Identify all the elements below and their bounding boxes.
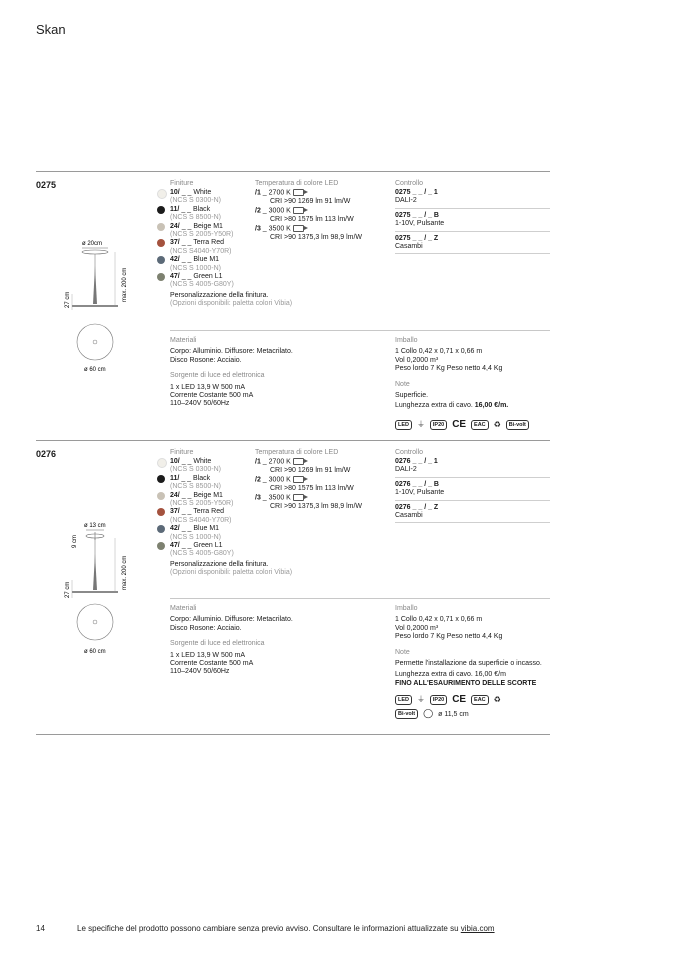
control-desc: DALI-2: [395, 197, 417, 205]
section-divider: [36, 734, 550, 735]
finish-item: [170, 239, 252, 247]
control-desc: 1-10V, Pulsante: [395, 489, 445, 497]
finish-code: 42/: [170, 256, 180, 264]
finish-ncs: (NCS S 1000-N): [170, 264, 221, 272]
page-number: 14: [36, 924, 45, 933]
finish-ncs: (NCS S4040-Y70R): [170, 247, 232, 255]
class-icon: ⏚: [416, 419, 425, 429]
temp-code: /1: [255, 189, 261, 197]
finish-item: [170, 256, 252, 264]
temp-code: /2: [255, 207, 261, 215]
product-code: 0276: [36, 449, 57, 459]
diagram-top-height: 9 cm: [72, 534, 78, 548]
finish-swatch: [157, 189, 167, 199]
diagram-height: 27 cm: [65, 581, 71, 598]
class-icon: ⏚: [416, 695, 425, 705]
temp-kelvin: 3000 K: [268, 476, 291, 484]
finish-ncs: (NCS S 4005-G80Y): [170, 550, 234, 558]
finishes-header: Finiture: [170, 180, 194, 187]
control-code: 0276: [395, 458, 411, 465]
temp-kelvin: 2700 K: [268, 189, 291, 197]
note-line: Permette l'installazione da superficie o incasso.: [395, 660, 542, 668]
temperature-column: [255, 449, 393, 512]
customization-text: Personalizzazione della finitura.: [170, 560, 269, 568]
diagram-max-length: max. 200 cm: [122, 555, 128, 590]
temp-kelvin: 2700 K: [268, 458, 291, 466]
finish-swatch: [157, 223, 165, 231]
source-line: Corrente Costante 500 mA: [170, 660, 254, 668]
source-line: 1 x LED 13,9 W 500 mA: [170, 383, 246, 391]
sub-divider: [170, 598, 550, 599]
source-line: Corrente Costante 500 mA: [170, 392, 254, 400]
control-code: 0276: [395, 503, 411, 511]
finish-code: 37/: [170, 239, 180, 247]
finish-blank: _ _: [181, 474, 192, 482]
temperature-item: [255, 458, 393, 475]
temp-blank: _: [262, 207, 267, 215]
temp-specs: CRI >90 1269 lm 91 lm/W: [270, 466, 351, 474]
control-header: Controllo: [395, 449, 424, 456]
page-title: Skan: [36, 22, 66, 37]
control-suffix: _ _ / _ B: [412, 211, 439, 219]
finish-swatch: [157, 239, 165, 247]
control-column: [395, 449, 550, 526]
led-badge: LED: [395, 695, 412, 705]
finish-ncs: (NCS S 2005-Y50R): [170, 499, 234, 507]
options-text: (Opzioni disponibili: paletta colori Vibia): [170, 569, 293, 577]
finish-item: [170, 458, 252, 466]
finish-name: Blue M1: [193, 525, 220, 533]
temp-code: /2: [255, 476, 261, 484]
materials-header: Materiali: [170, 337, 197, 344]
control-desc: DALI-2: [395, 466, 417, 474]
finishes-header: Finiture: [170, 449, 194, 456]
temp-kelvin: 3500 K: [268, 494, 291, 502]
finish-code: 24/: [170, 491, 180, 499]
control-desc: Casambi: [395, 243, 423, 251]
finish-swatch: [157, 525, 165, 533]
finish-blank: _ _: [181, 205, 192, 213]
temp-kelvin: 3500 K: [268, 225, 291, 233]
finish-item: [170, 508, 252, 516]
finish-name: Terra Red: [193, 239, 224, 247]
ce-mark: CE: [452, 694, 467, 706]
source-header: Sorgente di luce ed elettronica: [170, 372, 265, 380]
finish-blank: _ _: [181, 491, 192, 499]
finish-blank: _ _: [181, 256, 192, 264]
finish-code: 47/: [170, 541, 180, 549]
control-option: [395, 235, 550, 255]
section-divider: [36, 440, 550, 441]
finish-code: 42/: [170, 525, 180, 533]
finish-code: 11/: [170, 474, 180, 482]
product-code: 0275: [36, 180, 57, 190]
finish-name: Terra Red: [193, 508, 224, 516]
source-line: 110–240V 50/60Hz: [170, 668, 230, 676]
control-desc: Casambi: [395, 512, 423, 520]
finish-code: 11/: [170, 205, 180, 213]
packaging-line: Peso lordo 7 Kg Peso netto 4,4 Kg: [395, 365, 503, 373]
options-text: (Opzioni disponibili: paletta colori Vibia): [170, 300, 293, 308]
finish-blank: _ _: [181, 272, 192, 280]
packaging-line: 1 Collo 0,42 x 0,71 x 0,66 m: [395, 348, 483, 356]
led-strip-icon: [293, 189, 304, 196]
footer-text: Le specifiche del prodotto possono cambiare senza previo avviso. Consultare le informazioni attualizzate su: [77, 924, 461, 933]
finish-swatch: [157, 273, 165, 281]
finish-name: Green L1: [193, 272, 223, 280]
finish-code: 10/: [170, 189, 180, 196]
control-suffix: _ _ / _ B: [412, 480, 439, 488]
finish-item: [170, 525, 252, 533]
cable-extra-line: [395, 402, 550, 410]
control-option: [395, 458, 550, 478]
certification-badges: [395, 695, 555, 705]
finish-swatch: [157, 542, 165, 550]
finish-blank: _ _: [181, 239, 192, 247]
materials-block: [170, 605, 380, 677]
certification-badges-row2: [395, 709, 555, 719]
finish-item: [170, 273, 252, 281]
bivolt-badge: Bi-volt: [395, 709, 418, 719]
temperature-header: Temperatura di colore LED: [255, 180, 339, 187]
finish-name: Black: [193, 474, 211, 482]
led-strip-icon: [293, 494, 304, 501]
diagram-base-diameter: ø 60 cm: [84, 649, 106, 655]
source-header: Sorgente di luce ed elettronica: [170, 640, 265, 648]
materials-line: Corpo: Alluminio. Diffusore: Metacrilato.: [170, 616, 293, 624]
finish-name: Beige M1: [193, 222, 223, 230]
finish-item: [170, 206, 252, 214]
finish-code: 37/: [170, 508, 180, 516]
hole-diameter: ø 11,5 cm: [438, 710, 469, 718]
lamp-diagram: [56, 236, 146, 376]
temp-blank: _: [262, 494, 267, 502]
eac-badge: EAC: [471, 695, 489, 705]
control-suffix: _ _ / _ Z: [412, 503, 439, 511]
finish-code: 24/: [170, 222, 180, 230]
finish-item: [170, 475, 252, 483]
finish-ncs: (NCS S 0300-N): [170, 466, 221, 474]
finish-item: [170, 542, 252, 550]
diagram-height: 27 cm: [65, 291, 71, 308]
temperature-header: Temperatura di colore LED: [255, 449, 339, 456]
packaging-header: Imballo: [395, 605, 418, 612]
diagram-max-length: max. 200 cm: [122, 267, 128, 302]
control-code: 0276: [395, 480, 411, 488]
diagram-top-diameter: ø 20cm: [82, 241, 103, 247]
finish-swatch: [157, 206, 165, 214]
led-strip-icon: [293, 458, 304, 465]
temp-specs: CRI >80 1575 lm 113 lm/W: [270, 484, 354, 492]
ip20-badge: IP20: [430, 695, 447, 705]
materials-block: [170, 337, 380, 409]
finish-ncs: (NCS S 8500-N): [170, 214, 221, 222]
control-option: [395, 212, 550, 232]
temperature-item: [255, 476, 393, 493]
finish-ncs: (NCS S 4005-G80Y): [170, 281, 234, 289]
lamp-diagram: [56, 518, 146, 658]
recycling-icon: ♻: [493, 695, 501, 705]
finish-blank: _ _: [181, 525, 192, 533]
temp-specs: CRI >90 1269 lm 91 lm/W: [270, 197, 351, 205]
temp-specs: CRI >80 1575 lm 113 lm/W: [270, 215, 354, 223]
finish-blank: _ _: [181, 458, 192, 465]
temperature-item: [255, 189, 393, 206]
temp-blank: _: [262, 476, 267, 484]
cable-extra-text: Lunghezza extra di cavo.: [395, 402, 475, 410]
temp-code: /1: [255, 458, 261, 466]
control-desc: 1-10V, Pulsante: [395, 220, 445, 228]
control-code: 0275: [395, 189, 411, 196]
footer-disclaimer: [77, 924, 495, 933]
control-column: [395, 180, 550, 257]
bivolt-badge: Bi-volt: [506, 420, 529, 430]
led-strip-icon: [293, 225, 304, 232]
ip20-badge: IP20: [430, 420, 447, 430]
ce-mark: CE: [452, 418, 467, 430]
led-badge: LED: [395, 420, 412, 430]
note-header: Note: [395, 380, 410, 388]
recycling-icon: ♻: [493, 419, 501, 429]
cable-extra-line: Lunghezza extra di cavo. 16,00 €/m: [395, 671, 506, 679]
source-line: 1 x LED 13,9 W 500 mA: [170, 651, 246, 659]
control-header: Controllo: [395, 180, 424, 187]
temperature-item: [255, 494, 393, 511]
temperature-column: [255, 180, 393, 243]
control-option: [395, 481, 550, 501]
finish-ncs: (NCS S 0300-N): [170, 197, 221, 205]
temperature-item: [255, 225, 393, 242]
diagram-base-diameter: ø 60 cm: [84, 367, 106, 373]
source-line: 110–240V 50/60Hz: [170, 400, 230, 408]
finish-swatch: [157, 458, 167, 468]
packaging-line: 1 Collo 0,42 x 0,71 x 0,66 m: [395, 616, 483, 624]
control-suffix: _ _ / _ 1: [412, 189, 438, 196]
finish-swatch: [157, 492, 165, 500]
finish-ncs: (NCS S 2005-Y50R): [170, 230, 234, 238]
materials-header: Materiali: [170, 605, 197, 612]
temp-blank: _: [262, 458, 267, 466]
finish-blank: _ _: [181, 508, 192, 516]
finish-code: 10/: [170, 458, 180, 465]
stock-notice: FINO ALL'ESAURIMENTO DELLE SCORTE: [395, 679, 537, 687]
finish-name: White: [193, 189, 212, 196]
materials-line: Disco Rosone: Acciaio.: [170, 356, 242, 364]
packaging-line: Vol 0,2000 m³: [395, 356, 439, 364]
sub-divider: [170, 330, 550, 331]
control-code: 0275: [395, 211, 411, 219]
note-line: Superficie.: [395, 392, 429, 400]
finish-name: Beige M1: [193, 491, 223, 499]
finish-swatch: [157, 475, 165, 483]
temp-code: /3: [255, 225, 261, 233]
temp-blank: _: [262, 225, 267, 233]
finish-blank: _ _: [181, 189, 192, 196]
customization-text: Personalizzazione della finitura.: [170, 291, 269, 299]
finish-swatch: [157, 508, 165, 516]
finish-item: [170, 492, 252, 500]
packaging-block: [395, 337, 550, 430]
finish-code: 47/: [170, 272, 180, 280]
temp-blank: _: [262, 189, 267, 197]
footer-link[interactable]: vibia.com: [460, 924, 495, 933]
temp-specs: CRI >90 1375,3 lm 98,9 lm/W: [270, 234, 363, 242]
control-option: [395, 504, 550, 524]
finish-name: Black: [193, 205, 211, 213]
certification-badges: [395, 420, 550, 430]
diagram-top-diameter: ø 13 cm: [84, 523, 106, 529]
temperature-item: [255, 207, 393, 224]
led-strip-icon: [293, 207, 304, 214]
finish-blank: _ _: [181, 222, 192, 230]
cable-extra-price: 16,00 €/m.: [474, 402, 509, 410]
finish-name: White: [193, 458, 212, 465]
recessed-hole-icon: ◯: [423, 708, 434, 719]
packaging-line: Vol 0,2000 m³: [395, 624, 439, 632]
materials-line: Corpo: Alluminio. Diffusore: Metacrilato.: [170, 348, 293, 356]
temp-code: /3: [255, 494, 261, 502]
control-option: [395, 189, 550, 209]
led-strip-icon: [293, 476, 304, 483]
packaging-header: Imballo: [395, 337, 418, 344]
finish-name: Green L1: [193, 541, 223, 549]
temp-kelvin: 3000 K: [268, 207, 291, 215]
finish-item: [170, 223, 252, 231]
materials-line: Disco Rosone: Acciaio.: [170, 624, 242, 632]
control-suffix: _ _ / _ 1: [412, 458, 438, 465]
note-header: Note: [395, 648, 410, 656]
finish-ncs: (NCS S 8500-N): [170, 483, 221, 491]
finish-swatch: [157, 256, 165, 264]
control-code: 0275: [395, 234, 411, 242]
finish-item: [170, 189, 252, 197]
finish-ncs: (NCS S4040-Y70R): [170, 516, 232, 524]
temp-specs: CRI >90 1375,3 lm 98,9 lm/W: [270, 503, 363, 511]
section-divider: [36, 171, 550, 172]
packaging-block: [395, 605, 555, 719]
finish-name: Blue M1: [193, 256, 220, 264]
finish-blank: _ _: [181, 541, 192, 549]
packaging-line: Peso lordo 7 Kg Peso netto 4,4 Kg: [395, 633, 503, 641]
eac-badge: EAC: [471, 420, 489, 430]
finish-ncs: (NCS S 1000-N): [170, 533, 221, 541]
control-suffix: _ _ / _ Z: [412, 234, 439, 242]
